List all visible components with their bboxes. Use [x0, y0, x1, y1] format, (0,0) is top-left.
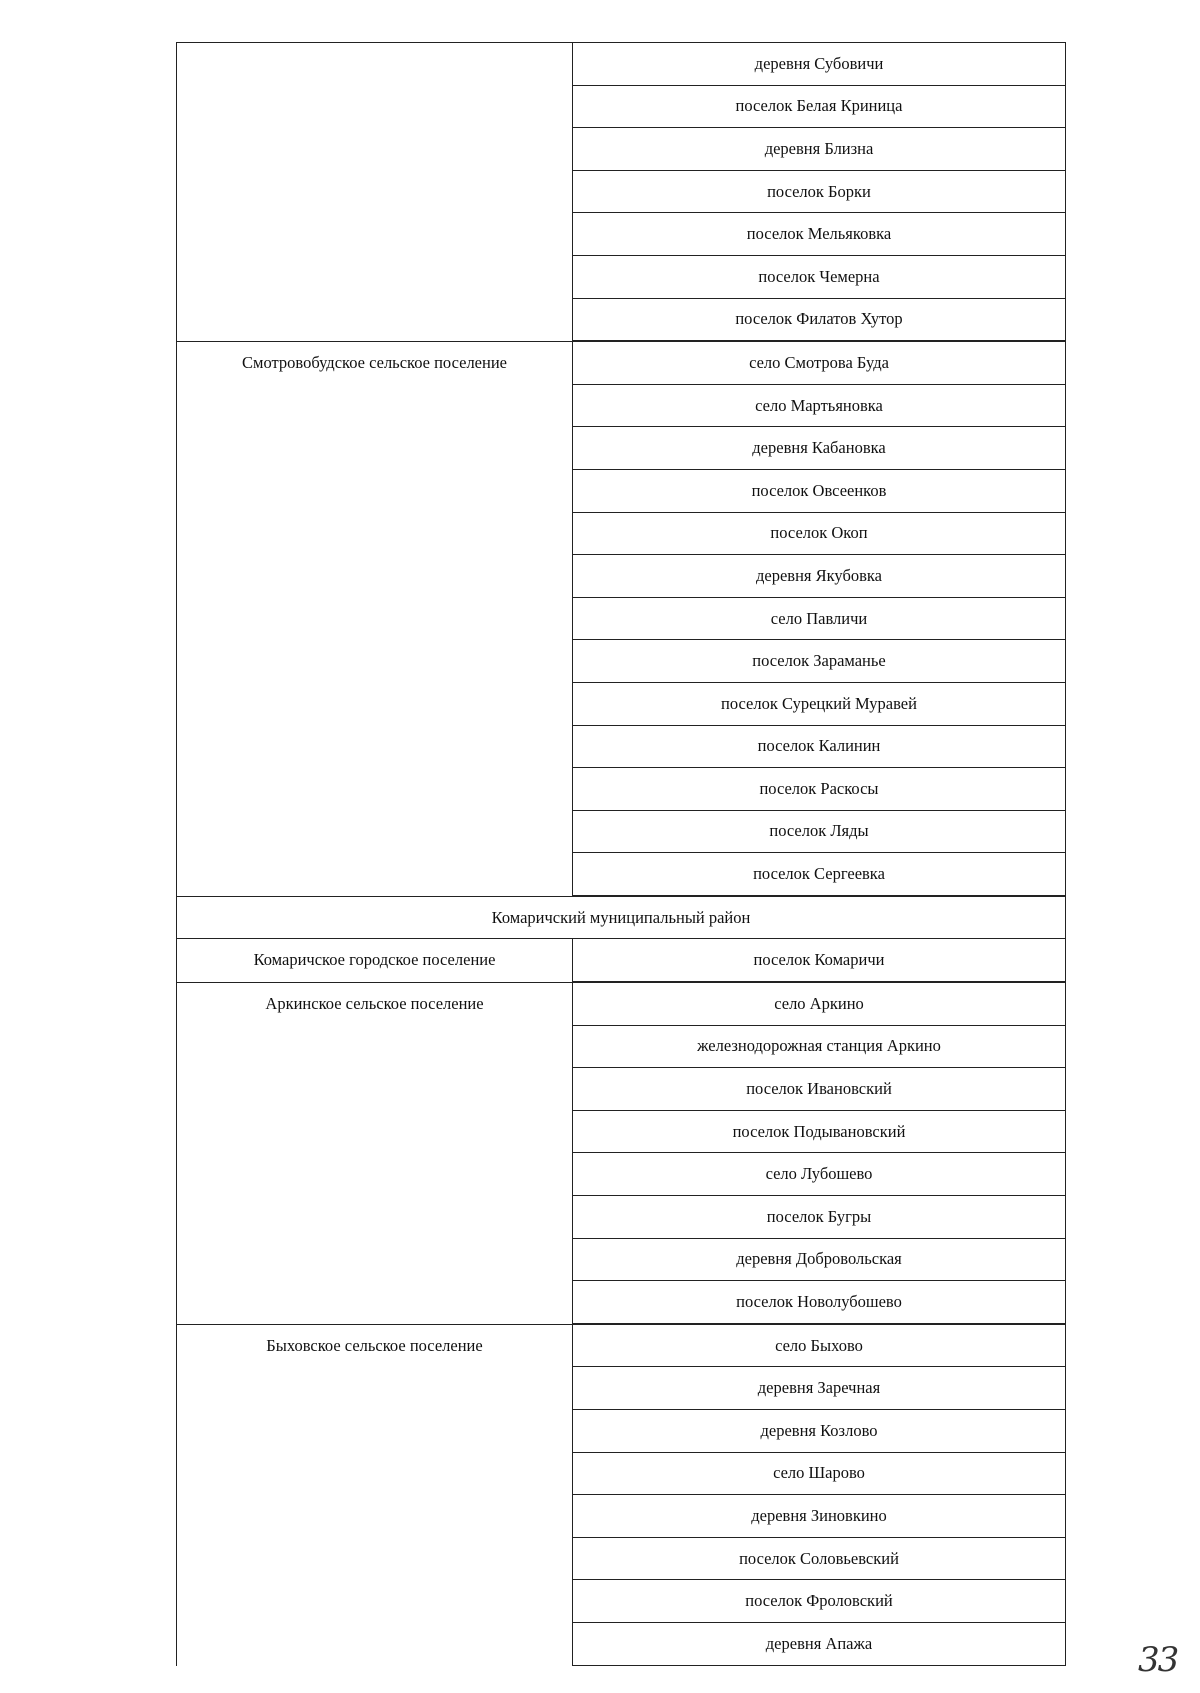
settlement-group — [177, 43, 1065, 342]
settlement-cell: поселок Зараманье — [573, 640, 1065, 683]
settlement-cell: деревня Близна — [573, 128, 1065, 171]
settlement-cell: деревня Апажа — [573, 1623, 1065, 1666]
district-header: Комаричский муниципальный район — [177, 897, 1065, 940]
settlement-group — [177, 939, 1065, 983]
settlement-list — [573, 1325, 1065, 1666]
settlement-cell: деревня Добровольская — [573, 1239, 1065, 1282]
settlement-cell: поселок Ляды — [573, 811, 1065, 854]
settlement-cell: деревня Кабановка — [573, 427, 1065, 470]
municipality-name: Быховское сельское поселение — [177, 1325, 573, 1666]
settlement-cell: поселок Сурецкий Муравей — [573, 683, 1065, 726]
settlement-cell: деревня Якубовка — [573, 555, 1065, 598]
settlement-cell: село Мартьяновка — [573, 385, 1065, 428]
settlement-cell: поселок Борки — [573, 171, 1065, 214]
settlement-cell: деревня Субовичи — [573, 43, 1065, 86]
settlement-list — [573, 43, 1065, 341]
settlement-list — [573, 983, 1065, 1324]
settlement-cell: поселок Мельяковка — [573, 213, 1065, 256]
settlements-table — [176, 42, 1066, 1666]
settlement-cell: поселок Окоп — [573, 513, 1065, 556]
settlement-cell: село Смотрова Буда — [573, 342, 1065, 385]
settlement-cell: поселок Калинин — [573, 726, 1065, 769]
settlement-cell: поселок Филатов Хутор — [573, 299, 1065, 342]
municipality-name: Комаричское городское поселение — [177, 939, 573, 982]
settlement-cell: село Шарово — [573, 1453, 1065, 1496]
settlement-cell: поселок Подывановский — [573, 1111, 1065, 1154]
settlement-cell: поселок Ивановский — [573, 1068, 1065, 1111]
settlement-cell: железнодорожная станция Аркино — [573, 1026, 1065, 1069]
settlement-cell: поселок Овсеенков — [573, 470, 1065, 513]
settlement-cell: поселок Сергеевка — [573, 853, 1065, 896]
settlement-cell: деревня Заречная — [573, 1367, 1065, 1410]
settlement-cell: село Аркино — [573, 983, 1065, 1026]
municipality-name — [177, 43, 573, 341]
settlement-cell: поселок Раскосы — [573, 768, 1065, 811]
settlement-cell: деревня Козлово — [573, 1410, 1065, 1453]
settlement-list — [573, 342, 1065, 896]
settlement-cell: поселок Комаричи — [573, 939, 1065, 982]
settlement-cell: поселок Фроловский — [573, 1580, 1065, 1623]
settlement-cell: село Быхово — [573, 1325, 1065, 1368]
settlement-group — [177, 983, 1065, 1325]
settlement-cell: поселок Бугры — [573, 1196, 1065, 1239]
settlement-cell: деревня Зиновкино — [573, 1495, 1065, 1538]
municipality-name: Смотровобудское сельское поселение — [177, 342, 573, 896]
settlement-cell: село Павличи — [573, 598, 1065, 641]
page-number: 33 — [1138, 1640, 1178, 1680]
settlement-cell: поселок Чемерна — [573, 256, 1065, 299]
settlement-cell: поселок Белая Криница — [573, 86, 1065, 129]
table-continuation-line — [176, 1650, 177, 1666]
settlement-group — [177, 1325, 1065, 1666]
municipality-name: Аркинское сельское поселение — [177, 983, 573, 1324]
settlement-cell: поселок Соловьевский — [573, 1538, 1065, 1581]
settlement-cell: поселок Новолубошево — [573, 1281, 1065, 1324]
settlement-list — [573, 939, 1065, 982]
settlement-group — [177, 342, 1065, 897]
settlement-cell: село Лубошево — [573, 1153, 1065, 1196]
